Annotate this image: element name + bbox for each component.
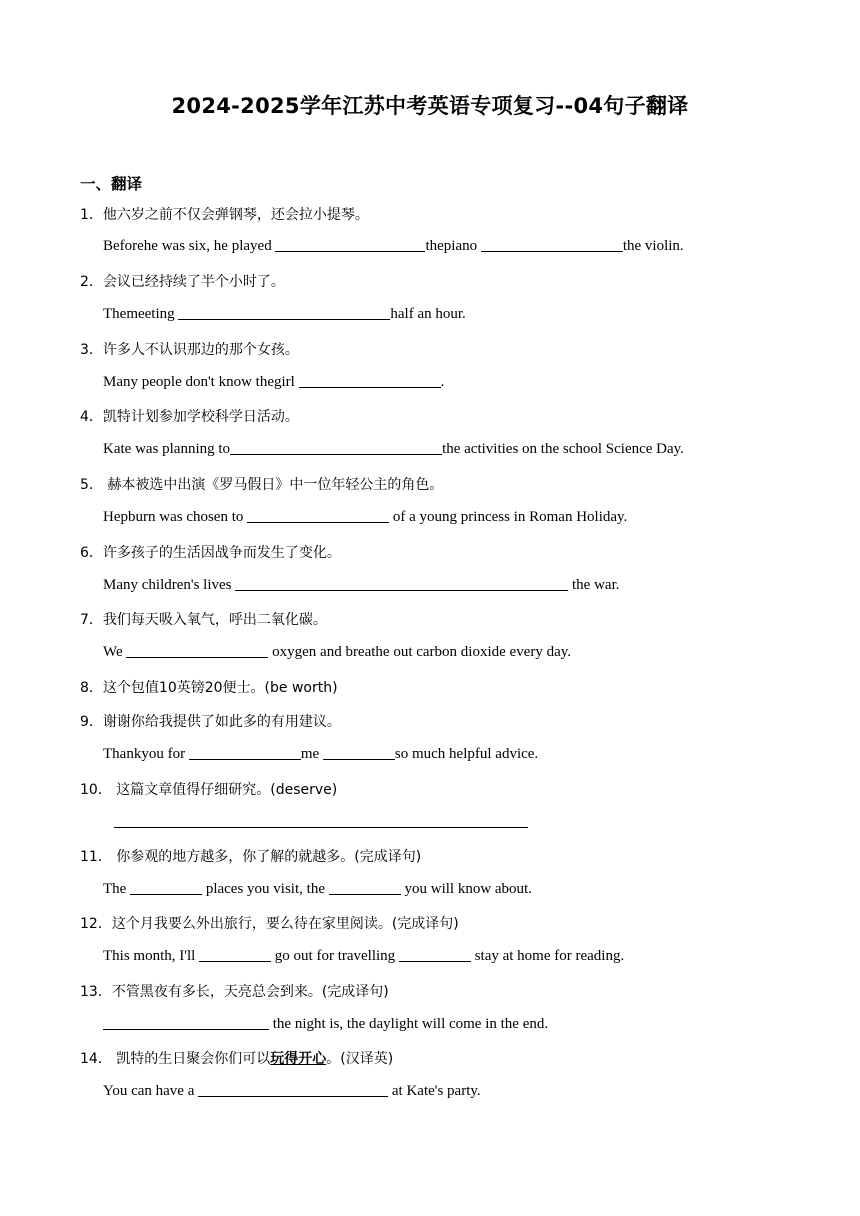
- question-3-sentence: [103, 373, 444, 391]
- q14-text-2: at Kate's party.: [388, 1083, 481, 1099]
- question-12-prompt: 12．这个月我要么外出旅行，要么待在家里阅读。(完成译句): [80, 916, 459, 932]
- q12-text-2: go out for travelling: [271, 948, 399, 964]
- q5-text-2: of a young princess in Roman Holiday.: [389, 509, 628, 525]
- question-14-prompt: [80, 1048, 393, 1068]
- question-6-prompt: 6．许多孩子的生活因战争而发生了变化。: [80, 545, 341, 561]
- question-8-prompt: 8．这个包值10英镑20便士。(be worth): [80, 680, 338, 696]
- q11-blank-2[interactable]: [329, 880, 401, 895]
- q9-text-1: Thankyou for: [103, 746, 189, 762]
- q1-text-1: Beforehe was six, he played: [103, 238, 276, 254]
- q12-blank-1[interactable]: [199, 947, 271, 962]
- question-7-prompt: 7．我们每天吸入氧气，呼出二氧化碳。: [80, 612, 327, 628]
- q9-blank-2[interactable]: [323, 745, 395, 760]
- q2-text-1: Themeeting: [103, 306, 179, 322]
- q1-text-3: the violin.: [622, 238, 684, 254]
- q14-prompt-post: 。(汉译英): [326, 1051, 394, 1067]
- q12-text-1: This month, I'll: [103, 948, 200, 964]
- q2-text-2: half an hour.: [390, 306, 466, 322]
- question-6-sentence: [103, 576, 620, 594]
- q1-blank-2[interactable]: [481, 237, 623, 252]
- question-4-sentence: [103, 440, 684, 458]
- question-4-prompt: 4．凯特计划参加学校科学日活动。: [80, 409, 299, 425]
- q9-blank-1[interactable]: [189, 745, 301, 760]
- q11-blank-1[interactable]: [130, 880, 202, 895]
- question-5-sentence: [103, 508, 627, 526]
- q3-text-2: .: [440, 374, 445, 390]
- question-11-prompt: 11． 你参观的地方越多，你了解的就越多。(完成译句): [80, 849, 422, 865]
- question-1-sentence: [103, 237, 684, 255]
- q4-text-1: Kate was planning to: [103, 441, 231, 457]
- q13-text-2: the night is, the daylight will come in the end.: [269, 1016, 549, 1032]
- question-3-prompt: 3．许多人不认识那边的那个女孩。: [80, 342, 299, 358]
- question-10-prompt: 10． 这篇文章值得仔细研究。(deserve): [80, 782, 338, 798]
- q5-blank-1[interactable]: [247, 508, 389, 523]
- q2-blank-1[interactable]: [178, 305, 390, 320]
- question-13-sentence: [103, 1015, 548, 1033]
- q13-blank-1[interactable]: [103, 1015, 269, 1030]
- q6-text-2: the war.: [568, 577, 620, 593]
- q11-text-3: you will know about.: [400, 881, 532, 897]
- q4-text-2: the activities on the school Science Day.: [442, 441, 684, 457]
- q1-text-2: thepiano: [425, 238, 481, 254]
- question-10-answer-line: [114, 813, 528, 831]
- q3-blank-1[interactable]: [299, 373, 441, 388]
- q14-prompt-emphasis: 玩得开心: [270, 1051, 327, 1067]
- q7-blank-1[interactable]: [126, 643, 268, 658]
- q3-text-1: Many people don't know thegirl: [103, 374, 299, 390]
- q10-blank-1[interactable]: [114, 813, 528, 828]
- q14-blank-1[interactable]: [198, 1082, 388, 1097]
- q5-text-1: Hepburn was chosen to: [103, 509, 248, 525]
- q12-text-3: stay at home for reading.: [470, 948, 625, 964]
- question-9-sentence: [103, 745, 538, 763]
- question-7-sentence: [103, 643, 571, 661]
- q6-text-1: Many children's lives: [103, 577, 236, 593]
- q7-text-1: We: [103, 644, 127, 660]
- question-1-prompt: 1．他六岁之前不仅会弹钢琴，还会拉小提琴。: [80, 207, 369, 223]
- q14-text-1: You can have a: [103, 1083, 199, 1099]
- q9-text-2: me: [300, 746, 323, 762]
- question-2-sentence: [103, 305, 466, 323]
- q7-text-2: oxygen and breathe out carbon dioxide every day.: [268, 644, 572, 660]
- question-12-sentence: [103, 947, 624, 965]
- question-9-prompt: 9．谢谢你给我提供了如此多的有用建议。: [80, 714, 341, 730]
- question-2-prompt: 2．会议已经持续了半个小时了。: [80, 274, 285, 290]
- q6-blank-1[interactable]: [235, 576, 568, 591]
- q1-blank-1[interactable]: [275, 237, 425, 252]
- q12-blank-2[interactable]: [399, 947, 471, 962]
- question-11-sentence: [103, 880, 532, 898]
- q11-text-1: The: [103, 881, 131, 897]
- q14-prompt-pre: 14． 凯特的生日聚会你们可以: [80, 1051, 271, 1067]
- page-title: 2024-2025学年江苏中考英语专项复习--04句子翻译: [171, 94, 689, 118]
- question-14-sentence: [103, 1082, 481, 1100]
- q11-text-2: places you visit, the: [202, 881, 329, 897]
- question-5-prompt: 5． 赫本被选中出演《罗马假日》中一位年轻公主的角色。: [80, 477, 444, 493]
- section-heading: 一、翻译: [80, 175, 143, 193]
- q4-blank-1[interactable]: [230, 440, 442, 455]
- question-13-prompt: 13．不管黑夜有多长，天亮总会到来。(完成译句): [80, 984, 389, 1000]
- q9-text-3: so much helpful advice.: [394, 746, 539, 762]
